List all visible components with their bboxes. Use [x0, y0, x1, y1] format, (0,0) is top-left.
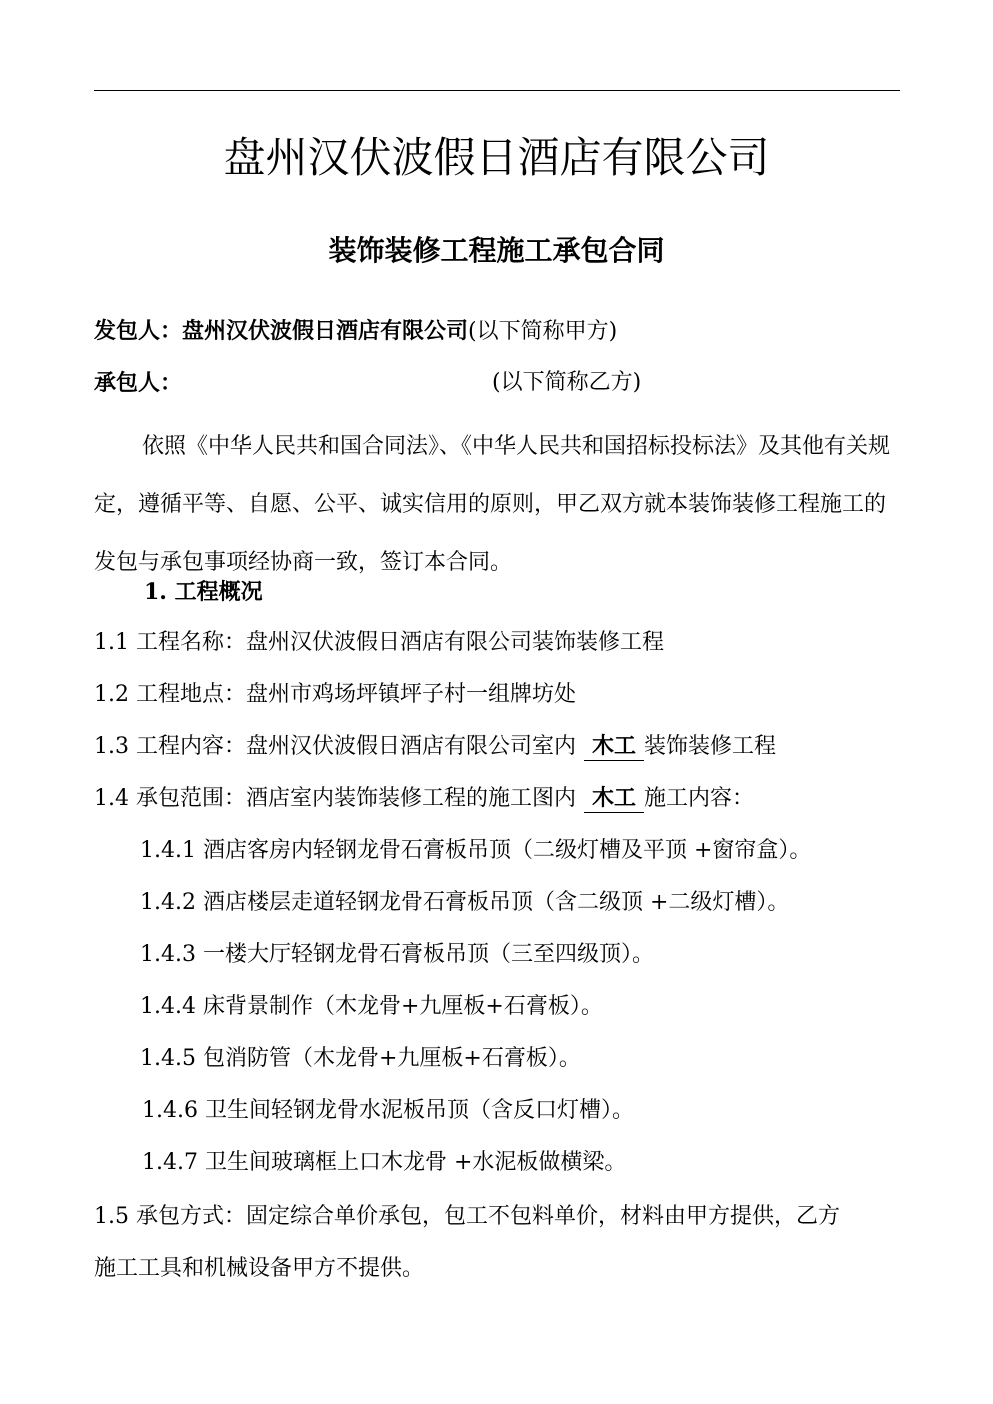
- subitem-1-4-6: 1.4.6 卫生间轻钢龙骨水泥板吊顶（含反口灯槽）。: [142, 1098, 634, 1123]
- item-1-3-underlined: 木工: [584, 732, 644, 761]
- item-1-5-line-2: 施工工具和机械设备甲方不提供。: [94, 1256, 425, 1281]
- item-1-3-suffix: 装饰装修工程: [644, 734, 777, 759]
- party-b-note: (以下简称乙方): [492, 370, 642, 395]
- intro-text: 依照《中华人民共和国合同法》、《中华人民共和国招标投标法》及其他有关规定，遵循平等、自愿、公平、诚实信用的原则，甲乙双方就本装饰装修工程施工的发包与承包事项经协商一致，签订本合同。: [94, 434, 891, 575]
- subitem-1-4-1: 1.4.1 酒店客房内轻钢龙骨石膏板吊顶（二级灯槽及平顶 +窗帘盒）。: [140, 838, 812, 863]
- party-b-line: [94, 366, 182, 401]
- subitem-1-4-4: 1.4.4 床背景制作（木龙骨+九厘板+石膏板）。: [140, 994, 603, 1019]
- party-b-label: 承包人：: [94, 370, 183, 396]
- item-1-4-suffix: 施工内容：: [644, 786, 755, 811]
- party-a-label: 发包人：盘州汉伏波假日酒店有限公司: [94, 318, 469, 344]
- intro-paragraph: [94, 418, 894, 592]
- subitem-1-4-7: 1.4.7 卫生间玻璃框上口木龙骨 +水泥板做横梁。: [142, 1150, 627, 1175]
- contract-subtitle: 装饰装修工程施工承包合同: [328, 234, 665, 267]
- party-a-note: (以下简称甲方): [468, 319, 618, 344]
- subitem-1-4-5: 1.4.5 包消防管（木龙骨+九厘板+石膏板）。: [140, 1046, 581, 1071]
- subitem-1-4-3: 1.4.3 一楼大厅轻钢龙骨石膏板吊顶（三至四级顶）。: [140, 942, 654, 967]
- party-a-line: [94, 314, 617, 349]
- subitem-1-4-2: 1.4.2 酒店楼层走道轻钢龙骨石膏板吊顶（含二级顶 +二级灯槽）。: [140, 890, 790, 915]
- header-rule: [94, 90, 900, 91]
- item-1-2: 1.2 工程地点：盘州市鸡场坪镇坪子村一组牌坊处: [94, 682, 576, 707]
- section-1-heading: 1. 工程概况: [144, 579, 263, 605]
- item-1-5-line-1: 1.5 承包方式：固定综合单价承包，包工不包料单价，材料由甲方提供，乙方: [94, 1204, 840, 1229]
- item-1-1: 1.1 工程名称：盘州汉伏波假日酒店有限公司装饰装修工程: [94, 630, 664, 655]
- item-1-4-underlined: 木工: [584, 784, 644, 813]
- item-1-4: [94, 782, 754, 816]
- item-1-3: [94, 730, 776, 764]
- item-1-4-prefix: 1.4 承包范围：酒店室内装饰装修工程的施工图内: [94, 786, 576, 811]
- company-title: 盘州汉伏波假日酒店有限公司: [223, 133, 770, 182]
- item-1-3-prefix: 1.3 工程内容：盘州汉伏波假日酒店有限公司室内: [94, 734, 576, 759]
